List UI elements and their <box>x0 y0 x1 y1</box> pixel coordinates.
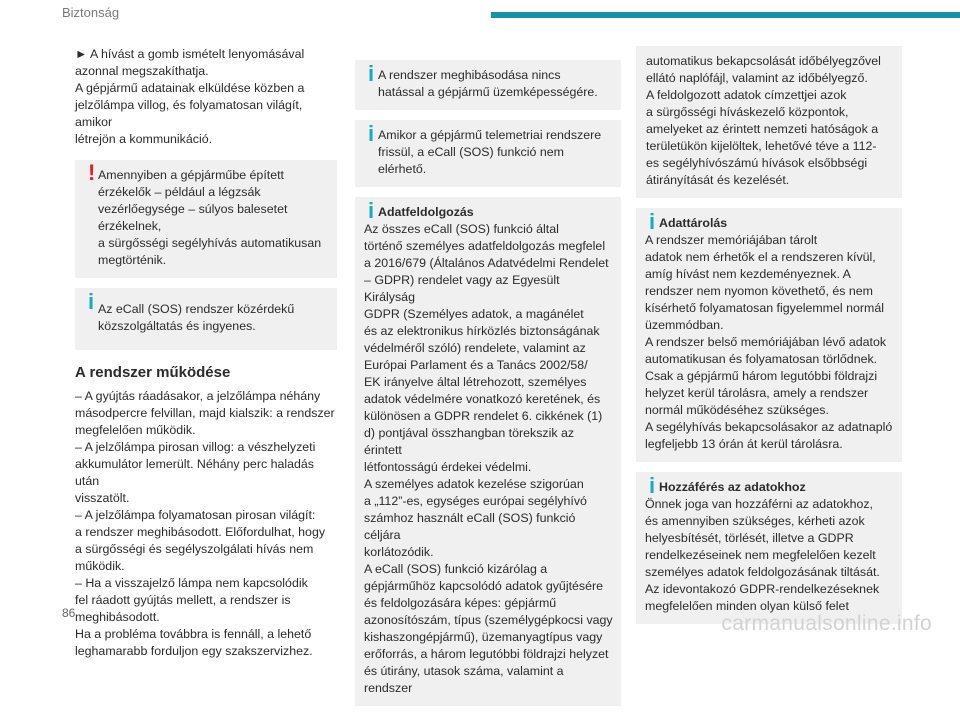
operation-text: – A gyújtás ráadásakor, a jelzőlámpa néhány másodpercre felvillan, majd kialszik: a rendszer megfelelően működik. – A jelzőlámpa pirosan villog: a vészhelyzeti akkumulátor lemerült. Néhány perc haladás után visszatölt. – A jelzőlámpa folyamatosan pirosan világít: a rendszer meghibásodott. Előfordulhat, hogy a sürgősségi és segélyszolgálati hívás nem működik. – Ha a visszajelző lámpa nem kapcsolódik fel ráadott gyújtás mellett, a rendszer is meghibásodott. Ha a probléma továbbra is fennáll, a lehető leghamarabb forduljon egy szakszervizhez. <box>75 389 335 658</box>
section-title: Biztonság <box>62 5 120 20</box>
column-2 <box>355 46 621 716</box>
info-icon: i <box>368 198 375 223</box>
info-box-data-processing <box>355 197 621 706</box>
section-heading: A rendszer működése <box>75 364 231 381</box>
data-processing-text: Az összes eCall (SOS) funkció által történő személyes adatfeldolgozás megfelel a 2016/679 (Általános Adatvédelmi Rendelet – GDPR) rendelet vagy az Egyesült Királyság GDPR (Személyes adatok, a magánélet és az elektronikus hírközlés biztonságának védelméről szóló) rendelete, valamint az Európai Parlament és a Tanács 2002/58/ EK irányelve által létrehozott, személyes adatok védelmére vonatkozó keretének, és különösen a GDPR rendelet 6. cikkének (1) d) pontjával összhangban törekszik az érintett létfontosságú érdekei védelmi. A személyes adatok kezelése szigorúan a „112”-es, egységes európai segélyhívó számhoz használt eCall (SOS) funkció céljára korlátozódik. A eCall (SOS) funkció kizárólag a gépjárműhöz kapcsolódó adatok gyűjtésére és feldolgozására képes: gépjármű azonosítószám, típus (személygépkocsi vagy kishaszongépjármű), üzemanyagtípus vagy erőforrás, a három legutóbbi földrajzi helyzet és útirány, utasok száma, valamint a rendszer <box>364 222 613 695</box>
info-icon: i <box>368 121 375 146</box>
continued-text: automatikus bekapcsolását időbélyegzővel ellátó naplófájl, valamint az időbélyegző. A feldolgozott adatok címzettjei azok a sürgősségi híváskezelő központok, amelyeket az érintett nemzeti hatóságok a területükön kijelöltek, lehetővé téve a 112- es segélyhívószámú hívások elsőbbségi átirányítását és kezelését. <box>646 54 881 187</box>
info-icon: i <box>649 209 656 234</box>
exclamation-icon: ! <box>88 160 96 185</box>
header-accent-bar <box>491 12 960 18</box>
data-processing-continued <box>636 46 902 198</box>
warning-text: Amennyiben a gépjárműbe épített érzékelők – például a légzsák vezérlőegysége – súlyos balesetet érzékelnek, a sürgősségi segélyhívás automatikusan megtörténik. <box>98 168 322 267</box>
info-text: Amikor a gépjármű telemetriai rendszere frissül, a eCall (SOS) funkció nem elérhető. <box>378 128 602 176</box>
page-number: 86 <box>62 606 76 620</box>
data-processing-title: Adatfeldolgozás <box>378 205 474 219</box>
column-3 <box>636 46 902 634</box>
info-text: Az eCall (SOS) rendszer közérdekű közszolgáltatás és ingyenes. <box>98 302 295 333</box>
column-1 <box>75 46 337 660</box>
info-box-storage <box>636 208 902 462</box>
storage-title: Adattárolás <box>659 216 728 230</box>
info-icon: i <box>649 473 656 498</box>
storage-text: A rendszer memóriájában tárolt adatok nem érhetők el a rendszeren kívül, amíg hívást nem kezdeményeznek. A rendszer nem nyomon követhető, és nem kísérhető folyamatosan figyelemmel normál üzemmódban. A rendszer belső memóriájában lévő adatok automatikusan és folyamatosan törlődnek. Csak a gépjármű három legutóbbi földrajzi helyzet kerül tárolásra, amely a rendszer normál működéséhez szükséges. A segélyhívás bekapcsolásakor az adatnapló legfeljebb 13 órán át kerül tárolásra. <box>645 233 893 451</box>
access-text: Önnek joga van hozzáférni az adatokhoz, és amennyiben szükséges, kérheti azok helyesbítését, törlését, illetve a GDPR rendelkezéseinek nem megfelelően kezelt személyes adatok feldolgozásának tiltását. Az idevontakozó GDPR-rendelkezéseknek megfelelően minden olyan külső felet <box>645 497 880 613</box>
warning-box <box>75 160 337 278</box>
info-icon: i <box>368 61 375 86</box>
info-icon: i <box>88 289 95 314</box>
info-box-access <box>636 472 902 624</box>
access-title: Hozzáférés az adatokhoz <box>659 480 806 494</box>
info-box-free-service <box>75 288 337 350</box>
info-text: A rendszer meghibásodása nincs hatással a gépjármű üzemképességére. <box>378 68 598 99</box>
watermark: carmanualsonline.info <box>721 612 932 635</box>
info-box-malfunction <box>355 60 621 110</box>
info-box-telemetry <box>355 120 621 187</box>
intro-text: ► A hívást a gomb ismételt lenyomásával azonnal megszakíthatja. A gépjármű adatainak elküldése közben a jelzőlámpa villog, és folyamatosan világít, amikor létrejön a kommunikáció. <box>75 47 305 146</box>
